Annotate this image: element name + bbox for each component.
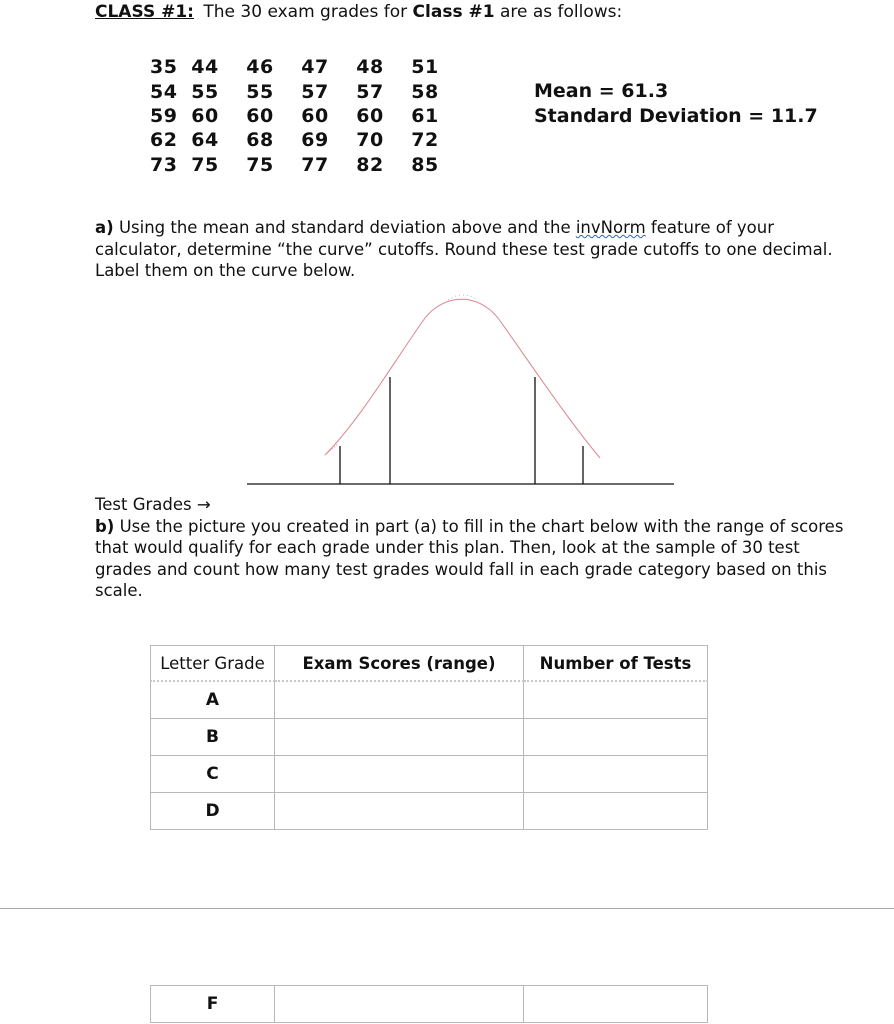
number-of-tests-cell[interactable]	[524, 793, 708, 830]
class-label: CLASS #1:	[95, 2, 194, 22]
grade-value: 69	[301, 129, 329, 152]
grade-chart-header-row	[151, 646, 708, 682]
table-row	[151, 719, 708, 756]
exam-scores-range-cell[interactable]	[275, 719, 524, 756]
grade-value: 59	[150, 104, 178, 127]
exam-scores-range-cell[interactable]	[275, 986, 524, 1023]
grade-value: 58	[411, 80, 439, 103]
grade-value: 72	[411, 129, 439, 152]
table-row	[151, 793, 708, 830]
number-of-tests-cell[interactable]	[524, 986, 708, 1023]
invnorm-keyword: invNorm	[575, 218, 646, 237]
test-grades-caption: Test Grades →	[95, 495, 211, 514]
grade-value: 75	[191, 153, 219, 176]
grades-row	[150, 153, 452, 177]
grade-value: 55	[191, 80, 219, 103]
grade-value: 75	[246, 153, 274, 176]
grades-row	[150, 128, 452, 152]
number-of-tests-cell[interactable]	[524, 681, 708, 719]
grade-value: 70	[356, 129, 384, 152]
letter-grade-cell: B	[151, 719, 275, 756]
heading-pre: The 30 exam grades for	[203, 2, 408, 22]
grade-value: 48	[356, 56, 384, 79]
grade-value: 47	[301, 56, 329, 79]
grade-value: 62	[150, 129, 178, 152]
mean-text: Mean = 61.3	[534, 80, 669, 102]
number-of-tests-cell[interactable]	[524, 756, 708, 793]
grades-row	[150, 79, 452, 103]
header-letter-grade: Letter Grade	[151, 646, 275, 682]
header-exam-scores: Exam Scores (range)	[275, 646, 524, 682]
grade-value: 77	[301, 153, 329, 176]
grade-value: 35	[150, 56, 178, 79]
letter-grade-cell: F	[151, 986, 275, 1023]
exam-scores-range-cell[interactable]	[275, 793, 524, 830]
part-a-label: a)	[95, 218, 114, 237]
grade-value: 46	[246, 56, 274, 79]
grade-value: 61	[411, 104, 439, 127]
grade-value: 64	[191, 129, 219, 152]
grade-value: 85	[411, 153, 439, 176]
bell-curve	[325, 299, 600, 458]
exam-scores-range-cell[interactable]	[275, 681, 524, 719]
grade-chart-table-continued	[150, 985, 708, 1023]
part-a-text-pre: Using the mean and standard deviation above and the	[118, 218, 571, 237]
part-b-instructions	[95, 494, 860, 602]
standard-deviation-text: Standard Deviation = 11.7	[534, 104, 818, 127]
page-break-line	[0, 908, 894, 909]
stats-block	[534, 79, 818, 128]
grade-value: 82	[356, 153, 384, 176]
letter-grade-cell: A	[151, 681, 275, 719]
table-row	[151, 681, 708, 719]
part-a-text-post: feature of your calculator, determine “the curve” cutoffs. Round these test grade cutoffs to one decimal. Label them on the curve below.	[95, 218, 833, 280]
normal-curve-diagram	[0, 285, 894, 495]
heading-post: are as follows:	[499, 2, 623, 22]
grades-row	[150, 104, 452, 128]
grade-value: 60	[246, 104, 274, 127]
grade-value: 51	[411, 56, 439, 79]
header-number-of-tests: Number of Tests	[524, 646, 708, 682]
table-row	[151, 756, 708, 793]
grade-value: 55	[246, 80, 274, 103]
part-a-instructions	[95, 217, 860, 282]
grade-value: 68	[246, 129, 274, 152]
grade-value: 73	[150, 153, 178, 176]
letter-grade-cell: D	[151, 793, 275, 830]
part-b-label: b)	[95, 516, 115, 536]
grade-chart-table	[150, 645, 708, 830]
grade-value: 57	[301, 80, 329, 103]
grade-value: 54	[150, 80, 178, 103]
letter-grade-cell: C	[151, 756, 275, 793]
grade-value: 44	[191, 56, 219, 79]
table-row	[151, 986, 708, 1023]
grades-table	[150, 55, 452, 177]
part-b-text: Use the picture you created in part (a) to fill in the chart below with the range of scores that would qualify for each grade under this plan. Then, look at the sample of 30 test grades and count how many test grades would fall in each grade category based on this scale.	[95, 516, 844, 600]
grades-row	[150, 55, 452, 79]
exam-scores-range-cell[interactable]	[275, 756, 524, 793]
grade-value: 60	[301, 104, 329, 127]
grade-value: 60	[191, 104, 219, 127]
problem-heading	[95, 2, 622, 22]
number-of-tests-cell[interactable]	[524, 719, 708, 756]
grade-value: 60	[356, 104, 384, 127]
heading-class-bold: Class #1	[412, 2, 495, 22]
grade-value: 57	[356, 80, 384, 103]
